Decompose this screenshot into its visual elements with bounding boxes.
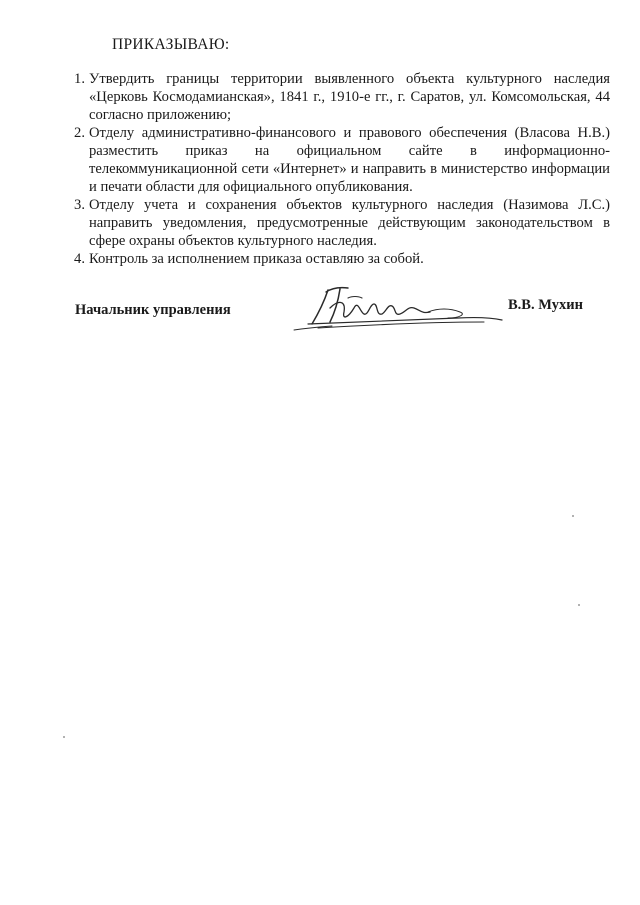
order-item [58,124,610,196]
order-heading: ПРИКАЗЫВАЮ: [112,36,230,53]
signer-name: В.В. Мухин [508,297,583,313]
order-item-number: 1. [74,71,85,87]
signer-position: Начальник управления [75,302,231,318]
order-item-text: Контроль за исполнением приказа оставляю за собой. [89,251,424,267]
order-item [58,250,610,268]
order-item-number: 3. [74,197,85,213]
scan-speck [63,736,65,738]
scan-speck [578,604,580,606]
order-item-text: Утвердить границы территории выявленного объекта культурного наследия «Церковь Космодамианская», 1841 г., 1910-е гг., г. Саратов, ул. Комсомольская, 44 согласно приложению; [89,71,610,123]
order-item-number: 2. [74,125,85,141]
order-item [58,70,610,124]
order-item [58,196,610,250]
scan-speck [572,515,574,517]
order-item-text: Отделу учета и сохранения объектов культурного наследия (Назимова Л.С.) направить уведомления, предусмотренные действующим законодательством в сфере охраны объектов культурного наследия. [89,197,610,249]
handwritten-signature-icon [288,278,518,334]
order-item-number: 4. [74,251,85,267]
order-item-text: Отделу административно-финансового и правового обеспечения (Власова Н.В.) разместить приказ на официальном сайте в информационно-телекоммуникационной сети «Интернет» и направить в министерство информации и печати области для официального опубликования. [89,125,610,195]
order-items-list [58,70,610,268]
